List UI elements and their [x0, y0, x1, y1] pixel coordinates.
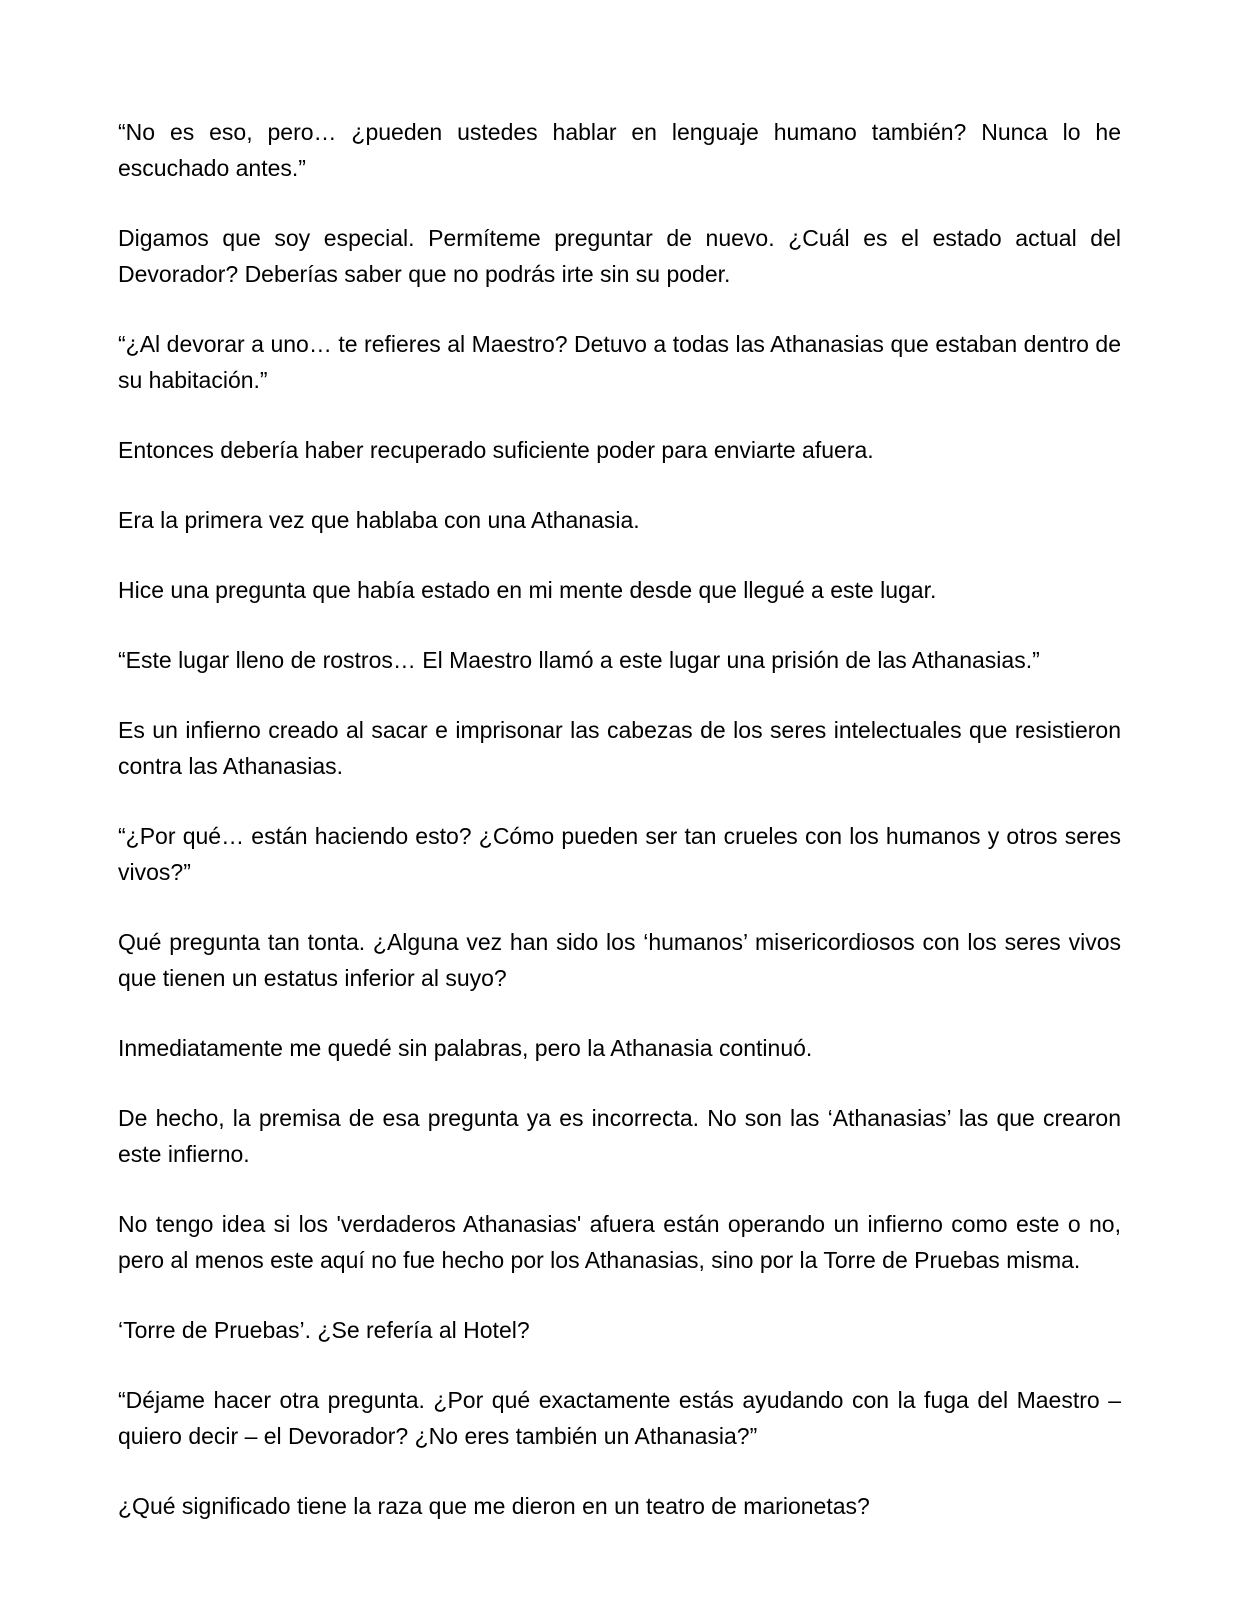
paragraph: “Déjame hacer otra pregunta. ¿Por qué exactamente estás ayudando con la fuga del Maestro – quiero decir – el Devorador? ¿No eres también un Athanasia?”	[118, 1387, 1121, 1449]
paragraph: Era la primera vez que hablaba con una Athanasia.	[118, 507, 640, 533]
paragraph: Inmediatamente me quedé sin palabras, pero la Athanasia continuó.	[118, 1035, 813, 1061]
paragraph: Digamos que soy especial. Permíteme preguntar de nuevo. ¿Cuál es el estado actual del Devorador? Deberías saber que no podrás irte sin su poder.	[118, 225, 1121, 287]
paragraph: Es un infierno creado al sacar e imprisonar las cabezas de los seres intelectuales que resistieron contra las Athanasias.	[118, 717, 1121, 779]
paragraph: “¿Por qué… están haciendo esto? ¿Cómo pueden ser tan crueles con los humanos y otros seres vivos?”	[118, 823, 1121, 885]
paragraph: “No es eso, pero… ¿pueden ustedes hablar en lenguaje humano también? Nunca lo he escuchado antes.”	[118, 119, 1121, 181]
paragraph: ‘Torre de Pruebas’. ¿Se refería al Hotel?	[118, 1317, 530, 1343]
paragraph: Entonces debería haber recuperado suficiente poder para enviarte afuera.	[118, 437, 874, 463]
paragraph: De hecho, la premisa de esa pregunta ya es incorrecta. No son las ‘Athanasias’ las que crearon este infierno.	[118, 1105, 1121, 1167]
paragraph: “¿Al devorar a uno… te refieres al Maestro? Detuvo a todas las Athanasias que estaban dentro de su habitación.”	[118, 331, 1121, 393]
paragraph: ¿Qué significado tiene la raza que me dieron en un teatro de marionetas?	[118, 1493, 870, 1519]
paragraph: “Este lugar lleno de rostros… El Maestro llamó a este lugar una prisión de las Athanasias.”	[118, 647, 1040, 673]
document-body	[118, 114, 1121, 1524]
paragraph: Hice una pregunta que había estado en mi mente desde que llegué a este lugar.	[118, 577, 937, 603]
paragraph: No tengo idea si los 'verdaderos Athanasias' afuera están operando un infierno como este o no, pero al menos este aquí no fue hecho por los Athanasias, sino por la Torre de Pruebas misma.	[118, 1211, 1121, 1273]
paragraph: Qué pregunta tan tonta. ¿Alguna vez han sido los ‘humanos’ misericordiosos con los seres vivos que tienen un estatus inferior al suyo?	[118, 929, 1121, 991]
